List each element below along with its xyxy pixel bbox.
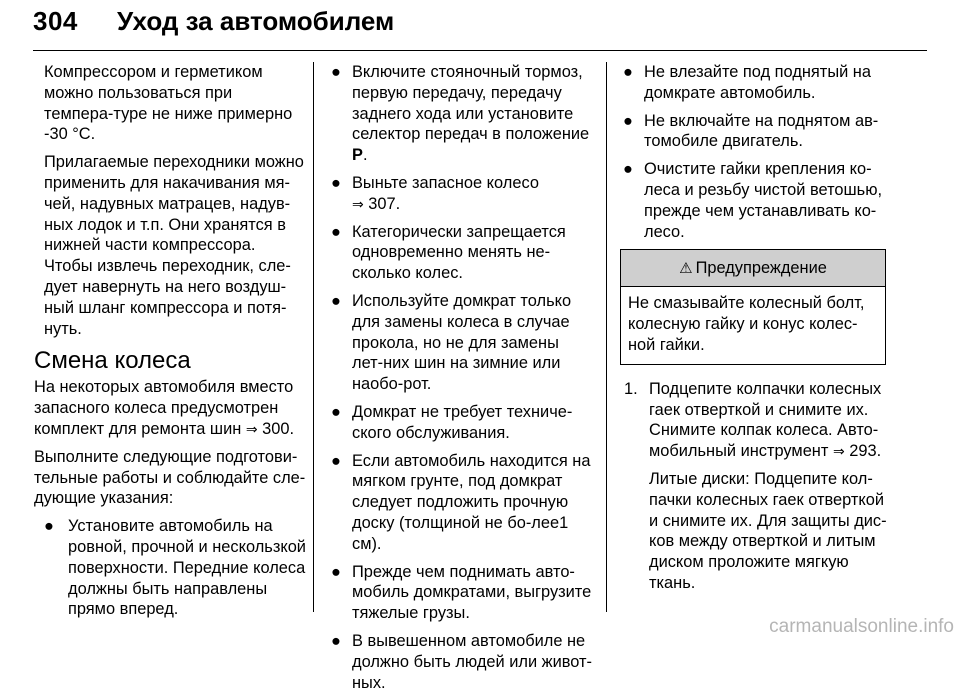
list-item: [330, 402, 594, 444]
list-item-text: Не включайте на поднятом ав‐томобиле двигатель.: [644, 111, 879, 151]
list-item-text: Очистите гайки крепления ко‐леса и резьбу чистой ветошью, прежде чем устанавливать ко‐лесо.: [644, 160, 883, 241]
warning-triangle-icon: ⚠: [679, 260, 693, 278]
bullet-dot: ●: [623, 160, 633, 179]
page-title: Уход за автомобилем: [117, 6, 395, 36]
bullet-list: [622, 62, 888, 242]
list-item-text: Прежде чем поднимать авто‐мобиль домкратами, выгрузите тяжелые грузы.: [352, 562, 592, 623]
page-header: [33, 0, 927, 51]
page-reference[interactable]: 307.: [368, 194, 401, 213]
list-item: [330, 562, 594, 624]
bullet-dot: ●: [331, 402, 341, 421]
list-item: [34, 516, 306, 620]
list-item: [330, 291, 594, 395]
list-item: ● Включите стояночный тормоз, первую передачу, передачу заднего хода или установите селектор передач в положение P.: [331, 63, 590, 165]
bullet-dot: ●: [623, 111, 633, 130]
page-reference[interactable]: 300.: [262, 419, 295, 438]
paragraph: [34, 377, 306, 439]
list-item: [330, 451, 594, 555]
paragraph: Компрессором и герметиком можно пользоваться при темпера‐туре не ниже примерно -30 °C.: [44, 63, 293, 144]
bullet-dot: ●: [331, 222, 341, 241]
bullet-dot: ●: [331, 173, 341, 192]
bullet-dot: ●: [331, 562, 341, 581]
paragraph-text: На некоторых автомобиля вместо запасного колеса предусмотрен комплект для ремонта шин: [34, 378, 294, 438]
list-item: [330, 631, 594, 693]
numbered-list: [622, 379, 888, 462]
bullet-dot: ●: [44, 517, 54, 536]
column-divider: [606, 62, 607, 612]
section-heading: Смена колеса: [34, 347, 191, 375]
step-text: Подцепите колпачки колесных гаек отверткой и снимите их. Снимите колпак колеса. Авто‐мобильный инструмент: [649, 379, 882, 461]
column-1: [34, 62, 306, 627]
reference-arrow-icon: ⇒: [245, 420, 258, 437]
paragraph: Выполните следующие подготови‐тельные работы и соблюдайте сле‐дующие указания:: [34, 447, 306, 508]
list-item-text: Не влезайте под поднятый на домкрате автомобиль.: [644, 63, 871, 102]
step-subparagraph: Литые диски: Подцепите кол‐пачки колесных гаек отверткой и снимите их. Для защиты дис‐ков между отверткой и литым диском проложите мягкую ткань.: [649, 469, 887, 592]
list-item: [330, 173, 594, 215]
list-item: [622, 111, 888, 153]
bullet-list: [34, 516, 306, 620]
list-item: [622, 159, 888, 242]
column-2: [330, 62, 594, 700]
step-number: 1.: [624, 379, 638, 398]
bullet-dot: ●: [331, 631, 341, 650]
bullet-dot: ●: [331, 451, 341, 470]
bullet-dot: ●: [331, 291, 341, 310]
watermark: carmanualsonline.info: [769, 616, 954, 637]
list-item: [622, 379, 888, 462]
warning-box: [620, 249, 886, 364]
list-item-text: В вывешенном автомобиле не должно быть людей или живот‐ных.: [352, 631, 593, 692]
list-item-text: Включите стояночный тормоз, первую передачу, передачу заднего хода или установите селектор передач в положение: [352, 63, 590, 144]
list-item-text: Используйте домкрат только для замены колеса в случае прокола, но не для замены лет‐них шин на зимние или наобо‐рот.: [352, 291, 572, 394]
warning-header: [621, 250, 885, 287]
list-item-text: Установите автомобиль на ровной, прочной и нескользкой поверхности. Передние колеса должны быть направлены прямо вперед.: [68, 517, 306, 619]
gear-position-p: P: [352, 146, 363, 165]
list-item-text: Выньте запасное колесо: [352, 173, 539, 192]
paragraph: Прилагаемые переходники можно применить для накачивания мя‐чей, надувных матрацев, надув‐ных лодок и т.п. Они хранятся в нижней части компрессора. Чтобы извлечь переходник, сле‐дует навернуть на него воздуш‐ный шланг компрессора и потя‐нуть.: [44, 153, 304, 338]
warning-body: Не смазывайте колесный болт, колесную гайку и конус колес‐ной гайки.: [628, 294, 865, 354]
bullet-dot: ●: [623, 63, 633, 81]
page-reference[interactable]: 293.: [849, 442, 882, 461]
list-item-text: Категорически запрещается одновременно менять не‐сколько колес.: [352, 222, 566, 283]
list-item: [330, 222, 594, 284]
warning-title: Предупреждение: [695, 259, 827, 278]
list-item-text: Домкрат не требует техниче‐ского обслуживания.: [352, 402, 573, 442]
list-item-text: Если автомобиль находится на мягком грунте, под домкрат следует подложить прочную доску (толщиной не бо‐лее1 см).: [352, 451, 591, 553]
bullet-dot: ●: [331, 63, 341, 81]
page-number: 304: [33, 6, 78, 36]
bullet-list: [330, 62, 594, 693]
reference-arrow-icon: ⇒: [832, 443, 845, 460]
column-divider: [313, 62, 314, 612]
reference-arrow-icon: ⇒: [352, 195, 364, 212]
column-3: [622, 62, 888, 601]
list-item: [622, 62, 888, 104]
